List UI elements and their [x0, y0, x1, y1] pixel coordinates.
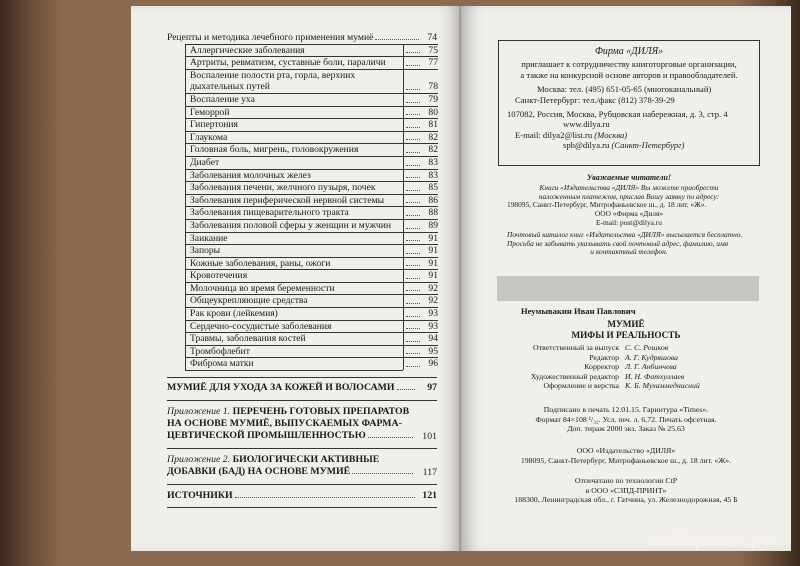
- toc-section-title: МУМИЁ ДЛЯ УХОДА ЗА КОЖЕЙ И ВОЛОСАМИ: [167, 382, 395, 394]
- house-line: ООО «Издательство «ДИЛЯ»: [576, 446, 676, 455]
- toc-row: [167, 32, 437, 44]
- appendix-line: ЦЕВТИЧЕСКОЙ ПРОМЫШЛЕННОСТЬЮ: [167, 430, 366, 442]
- toc-subitem-page: 81: [428, 119, 438, 131]
- toc-subitem-page: 89: [428, 219, 438, 231]
- section-rule: [167, 448, 437, 449]
- toc-subitem-title: дыхательных путей: [190, 81, 270, 93]
- credit-name: С. С. Рошков: [625, 343, 669, 352]
- toc-subitem-page: 82: [428, 144, 438, 156]
- appendix-page: 117: [422, 467, 437, 479]
- house-line: 198095, Санкт-Петербург, Митрофаньевское ш., д. 18 лит. «Ж».: [520, 455, 732, 465]
- toc-subitem: [185, 294, 438, 307]
- imprint-block: [461, 405, 791, 434]
- toc-subitem-title: Диабет: [190, 156, 220, 168]
- toc-subitem-page: 91: [428, 232, 438, 244]
- toc-subitem-page: 91: [428, 270, 438, 282]
- toc-subitem: [185, 194, 438, 207]
- credit-name: А. Г. Кудряшова: [625, 352, 679, 362]
- toc-subitem-page: 88: [428, 207, 438, 219]
- publisher-box: [498, 40, 760, 166]
- toc-subitem-title: Запоры: [190, 245, 221, 257]
- reader-greeting: Уважаемые читатели!: [586, 173, 672, 182]
- toc-subitem-title: Травмы, заболевания костей: [190, 333, 306, 345]
- publisher-phone: Санкт-Петербург: тел./факс (812) 378-39-29: [515, 94, 675, 105]
- toc-subitem-title: Общеукрепляющие средства: [190, 295, 308, 307]
- toc-subitem-page: 92: [428, 282, 438, 294]
- toc-subitem: [185, 56, 438, 69]
- toc-subitem: [185, 143, 438, 156]
- right-page: [461, 6, 791, 551]
- toc-subitem-page: 94: [428, 333, 438, 345]
- printer-block: [461, 476, 791, 505]
- table-of-contents: [167, 32, 437, 508]
- toc-page: 74: [427, 32, 437, 43]
- toc-subitem-page: 91: [428, 245, 438, 257]
- credits-list: [509, 343, 700, 391]
- toc-subitem-title: Заикание: [190, 232, 228, 244]
- email-note: (Москва): [594, 129, 628, 140]
- toc-subitem-title: Заболевания периферической нервной системы: [190, 194, 385, 206]
- printer-line: в ООО «СЗПД-ПРИНТ»: [585, 485, 667, 495]
- toc-sublist-bottom: [185, 370, 403, 371]
- credit-role: Ответственный за выпуск: [532, 343, 619, 352]
- credit-role: Корректор: [584, 362, 619, 372]
- email-note: (Санкт-Петербург): [611, 140, 685, 151]
- toc-subitem-page: 78: [428, 81, 438, 93]
- toc-subitem-title: Аллергические заболевания: [190, 44, 305, 56]
- toc-subitem: [185, 219, 438, 232]
- toc-subitem: [185, 106, 438, 119]
- toc-subitem: [185, 282, 438, 295]
- credit-role: Редактор: [589, 352, 619, 362]
- toc-subitem-title: Кровотечения: [190, 270, 248, 282]
- publisher-address: 107082, Россия, Москва, Рубцовская набережная, д. 3, стр. 4: [507, 109, 728, 120]
- toc-subitem-page: 83: [428, 169, 438, 181]
- printer-line: 188300, Ленинградская обл., г. Гатчина, ул. Железнодорожная, 45 Б: [514, 495, 738, 505]
- credit-row: [509, 343, 700, 353]
- toc-subitem: [185, 156, 438, 169]
- credit-row: [509, 381, 700, 391]
- appendix-line: БИОЛОГИЧЕСКИ АКТИВНЫЕ: [232, 454, 380, 466]
- appendix-line: ДОБАВКИ (БАД) НА ОСНОВЕ МУМИЁ: [167, 466, 351, 478]
- section-rule: [167, 507, 437, 508]
- toc-subitem-page: 80: [428, 106, 438, 118]
- reader-address: E-mail: post@dilya.ru: [596, 217, 662, 227]
- toc-subitem-title: Воспаление уха: [190, 93, 255, 105]
- book-title-line: МИФЫ И РЕАЛЬНОСТЬ: [571, 330, 681, 340]
- toc-sources-title: ИСТОЧНИКИ: [167, 490, 233, 502]
- toc-subitem: [185, 93, 438, 106]
- toc-subitem: [185, 69, 438, 93]
- toc-sublist: [179, 44, 437, 371]
- credit-role: Художественный редактор: [530, 371, 619, 381]
- toc-subitem-page: 96: [428, 358, 438, 370]
- toc-sources-row: [167, 490, 437, 502]
- gray-band: [497, 276, 759, 301]
- section-rule: [167, 400, 437, 401]
- toc-subitem-page: 95: [428, 345, 438, 357]
- publisher-text: а также на конкурсной основе авторов и правообладателей.: [520, 69, 738, 80]
- credit-name: И. Н. Фатхуллаев: [625, 371, 685, 381]
- reader-address: ООО «Фирма «Диля»: [594, 209, 664, 219]
- toc-subitem-page: 79: [428, 93, 438, 105]
- book-title-line: МУМИЁ: [607, 319, 645, 329]
- toc-subitem: [185, 332, 438, 345]
- credit-row: [509, 353, 700, 363]
- appendix-line: НА ОСНОВЕ МУМИЁ, ВЫПУСКАЕМЫХ ФАРМА-: [167, 418, 402, 430]
- reader-text: наложенным платежом, прислав Вашу заявку по адресу:: [538, 191, 720, 201]
- toc-subitem-title: Заболевания печени, желчного пузыря, почек: [190, 182, 376, 194]
- watermark-logo: лабиринт.ру: [650, 530, 774, 550]
- credit-row: [509, 362, 700, 372]
- reader-text: Просьба не забывать указывать свой почтовый адрес, фамилию, имя: [507, 238, 729, 248]
- appendix-line: ПЕРЕЧЕНЬ ГОТОВЫХ ПРЕПАРАТОВ: [232, 406, 410, 418]
- toc-subitem-title: Глаукома: [190, 131, 228, 143]
- toc-subitem: [185, 244, 438, 257]
- toc-subitem-title: Рак крови (лейкемия): [190, 308, 278, 320]
- toc-subitem: [185, 345, 438, 358]
- publisher-name: Фирма «ДИЛЯ»: [594, 46, 664, 57]
- imprint-line: Формат 84×108 ¹/₃₂. Усл. печ. л. 6,72. Печать офсетная.: [535, 414, 717, 424]
- toc-subitem-title: Сердечно-сосудистые заболевания: [190, 320, 332, 332]
- credit-row: [509, 372, 700, 382]
- toc-subitem: [185, 169, 438, 182]
- publisher-phone: Москва: тел. (495) 651-05-65 (многоканальный): [537, 84, 712, 95]
- reader-text: и контактный телефон.: [590, 247, 668, 257]
- section-rule: [167, 377, 437, 378]
- toc-subitem: [185, 118, 438, 131]
- toc-subitem-title: Тромбофлебит: [190, 345, 250, 357]
- book-author: Неумывакин Иван Павлович: [521, 306, 636, 316]
- toc-subitem-page: 91: [428, 257, 438, 269]
- toc-subitem: [185, 181, 438, 194]
- toc-subitem-page: 77: [428, 57, 438, 69]
- publisher-site: www.dilya.ru: [563, 119, 610, 130]
- toc-subitem-title: Гипертония: [190, 119, 238, 131]
- toc-subitem-page: 92: [428, 295, 438, 307]
- section-rule: [167, 484, 437, 485]
- toc-subitem-page: 82: [428, 131, 438, 143]
- toc-subitem: [185, 307, 438, 320]
- toc-section-row: [167, 382, 437, 394]
- toc-subitem-title: Молочница во время беременности: [190, 282, 335, 294]
- left-page: [131, 6, 461, 551]
- toc-subitem-page: 93: [428, 320, 438, 332]
- reader-notice: [501, 174, 757, 257]
- publisher-text: приглашает к сотрудничеству книготорговые организации,: [521, 59, 737, 70]
- toc-subitem: [185, 232, 438, 245]
- publisher-email: spb@dilya.ru: [563, 140, 610, 151]
- appendix-page: 101: [422, 431, 437, 443]
- reader-address: 198095, Санкт-Петербург, Митрофаньевское ш., д. 18 лит. «Ж».: [507, 200, 707, 210]
- toc-subitem-title: Кожные заболевания, раны, ожоги: [190, 257, 331, 269]
- toc-sources-page: 121: [422, 490, 437, 502]
- toc-subitem-title: Фиброма матки: [190, 358, 254, 370]
- printer-line: Отпечатано по технологии CtP: [574, 476, 678, 485]
- toc-title: Рецепты и методика лечебного применения мумиё: [167, 32, 374, 43]
- toc-subitem-page: 75: [428, 44, 438, 56]
- toc-subitem-title: Заболевания молочных желез: [190, 169, 311, 181]
- toc-section-page: 97: [427, 382, 437, 394]
- appendix-label: Приложение 2.: [167, 454, 231, 466]
- toc-subitem: [185, 320, 438, 333]
- book-title: [461, 319, 791, 341]
- toc-subitem: [185, 44, 438, 57]
- toc-subitem: [185, 206, 438, 219]
- toc-subitem-title: Воспаление полости рта, горла, верхних: [190, 69, 356, 81]
- toc-subitem: [185, 357, 438, 370]
- credit-name: Л. Г. Анбинчева: [625, 362, 677, 372]
- toc-subitem-page: 85: [428, 182, 438, 194]
- publishing-house: [461, 446, 791, 465]
- appendix-label: Приложение 1.: [167, 406, 231, 418]
- reader-text: Почтовый каталог книг «Издательства «ДИЛЯ» высылается бесплатно.: [507, 229, 743, 239]
- toc-subitem: [185, 269, 438, 282]
- toc-subitem-page: 93: [428, 308, 438, 320]
- toc-subitem-title: Головная боль, мигрень, головокружения: [190, 144, 359, 156]
- imprint-line: Доп. тираж 2000 экз. Заказ № 25.63: [567, 424, 685, 434]
- toc-subitem: [185, 131, 438, 144]
- toc-subitem-title: Геморрой: [190, 106, 230, 118]
- toc-subitem: [185, 257, 438, 270]
- credit-name: К. Б. Мухаммеднисний: [625, 381, 700, 391]
- imprint-line: Подписано в печать 12.01.15. Гарнитура «Times».: [543, 405, 709, 414]
- toc-subitem-page: 83: [428, 156, 438, 168]
- reader-text: Книги «Издательства «ДИЛЯ» Вы можете приобрести: [539, 182, 719, 192]
- toc-appendix-1: [167, 406, 437, 442]
- toc-subitem-title: Заболевания половой сферы у женщин и мужчин: [190, 219, 391, 231]
- toc-appendix-2: [167, 454, 437, 478]
- publisher-email: E-mail: dilya2@list.ru: [515, 129, 593, 140]
- toc-subitem-title: Артриты, ревматизм, суставные боли, параличи: [190, 57, 386, 69]
- toc-subitem-page: 86: [428, 194, 438, 206]
- toc-subitem-title: Заболевания пищеварительного тракта: [190, 207, 349, 219]
- credit-role: Оформление и верстка: [543, 381, 619, 391]
